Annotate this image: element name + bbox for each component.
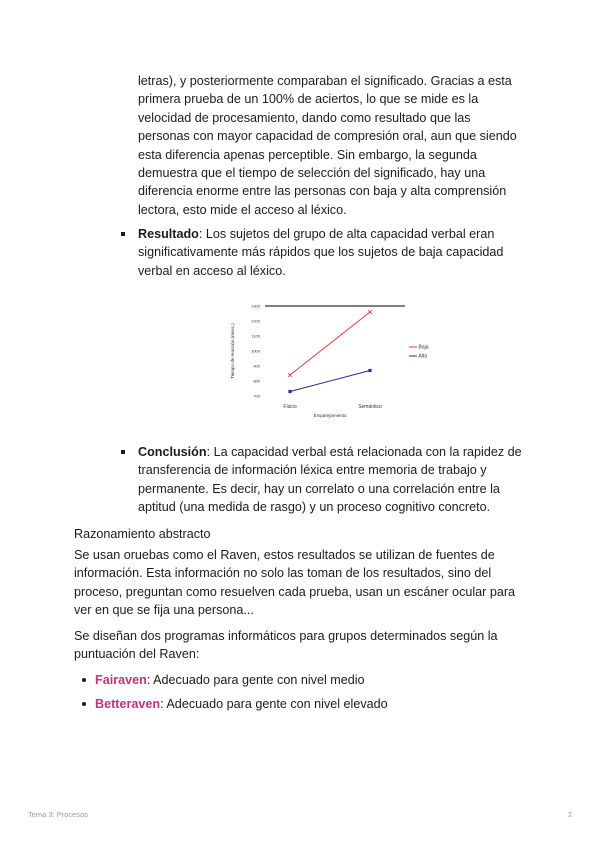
text-line: primera prueba de un 100% de aciertos, lo que se mide es la <box>138 92 479 107</box>
x-tick-label: Físico <box>283 404 297 410</box>
text-line: transferencia de información léxica entre memoria de trabajo y <box>138 463 487 478</box>
text-line: ver en que se fija una persona... <box>74 603 254 618</box>
result-label: Resultado <box>138 227 199 241</box>
program-name: Betteraven <box>95 697 161 711</box>
list-item-fairaven <box>95 671 525 689</box>
dot-bullet-icon <box>82 702 86 706</box>
conclusion-label: Conclusión <box>138 445 207 459</box>
data-point <box>368 369 371 372</box>
text-line: lectora, esto mide el acceso al léxico. <box>138 202 347 217</box>
text-line: esta diferencia apenas perceptible. Sin embargo, la segunda <box>138 147 477 162</box>
series-line <box>290 312 370 375</box>
x-tick-label: Semántico <box>358 404 382 410</box>
data-point <box>368 310 372 314</box>
square-bullet-icon <box>121 450 125 454</box>
text-line: velocidad de procesamiento, dando como resultado que las <box>138 110 471 125</box>
y-tick-label: 800 <box>253 378 260 384</box>
text-line: información. Esta información no solo las toman de los resultados, sino del <box>74 566 492 581</box>
text-line: aptitud (una medida de rasgo) y un proceso cognitivo concreto. <box>138 500 491 515</box>
page-number: 2 <box>567 810 572 819</box>
y-tick-label: 1000 <box>251 348 260 354</box>
text-line: puntuación del Raven: <box>74 647 200 662</box>
raven-paragraph <box>74 546 534 620</box>
y-tick-label: 900 <box>253 363 260 369</box>
text-line <box>138 225 533 243</box>
conclusion-bullet <box>138 443 533 517</box>
text-line: demuestra que el tiempo de selección del significado, hay una <box>138 166 486 181</box>
text-line: diferencia enorme entre las personas con baja y alta comprensión <box>138 184 507 199</box>
section-heading: Razonamiento abstracto <box>74 527 211 541</box>
program-desc: : Adecuado para gente con nivel elevado <box>160 697 388 711</box>
dot-bullet-icon <box>82 678 86 682</box>
text-line: verbal en acceso al léxico. <box>138 263 286 278</box>
y-tick-label: 1200 <box>251 318 260 324</box>
data-point <box>288 373 292 377</box>
text-line: proceso, preguntan como resuelven cada prueba, usan un escáner ocular para <box>74 584 516 599</box>
text-line: letras), y posteriormente comparaban el significado. Gracias a esta <box>138 74 512 88</box>
legend-label: Alta <box>418 353 428 360</box>
text-line <box>138 443 533 461</box>
result-bullet <box>138 225 533 280</box>
square-bullet-icon <box>121 232 125 236</box>
programs-paragraph <box>74 627 534 664</box>
text-line: Se usan oruebas como el Raven, estos resultados se utilizan de fuentes de <box>74 548 495 562</box>
x-axis-label: Emparejamiento <box>313 413 347 418</box>
y-tick-label: 700 <box>253 393 260 399</box>
text-line: personas con mayor capacidad de compresión oral, aun que siendo <box>138 129 517 144</box>
program-name: Fairaven <box>95 673 147 687</box>
program-desc: : Adecuado para gente con nivel medio <box>146 673 365 687</box>
data-point <box>288 390 291 393</box>
legend-label: Baja <box>418 344 429 351</box>
series-line <box>290 371 370 392</box>
text-line: permanente. Es decir, hay un correlato o una correlación entre la <box>138 481 500 496</box>
result-text: : Los sujetos del grupo de alta capacidad verbal eran <box>198 227 495 241</box>
conclusion-text: : La capacidad verbal está relacionada con la rapidez de <box>206 445 522 459</box>
footer-title: Tema 3: Procesos <box>28 810 89 819</box>
reaction-time-chart <box>220 298 429 428</box>
list-item-betteraven <box>95 695 525 713</box>
text-line: Se diseñan dos programas informáticos para grupos determinados según la <box>74 629 498 643</box>
text-line: significativamente más rápidos que los sujetos de baja capacidad <box>138 245 504 260</box>
intro-paragraph <box>138 72 533 219</box>
y-tick-label: 1100 <box>251 333 260 339</box>
y-axis-label: Tiempo de reacción (msec.) <box>230 323 235 379</box>
y-tick-label: 1300 <box>251 303 260 309</box>
